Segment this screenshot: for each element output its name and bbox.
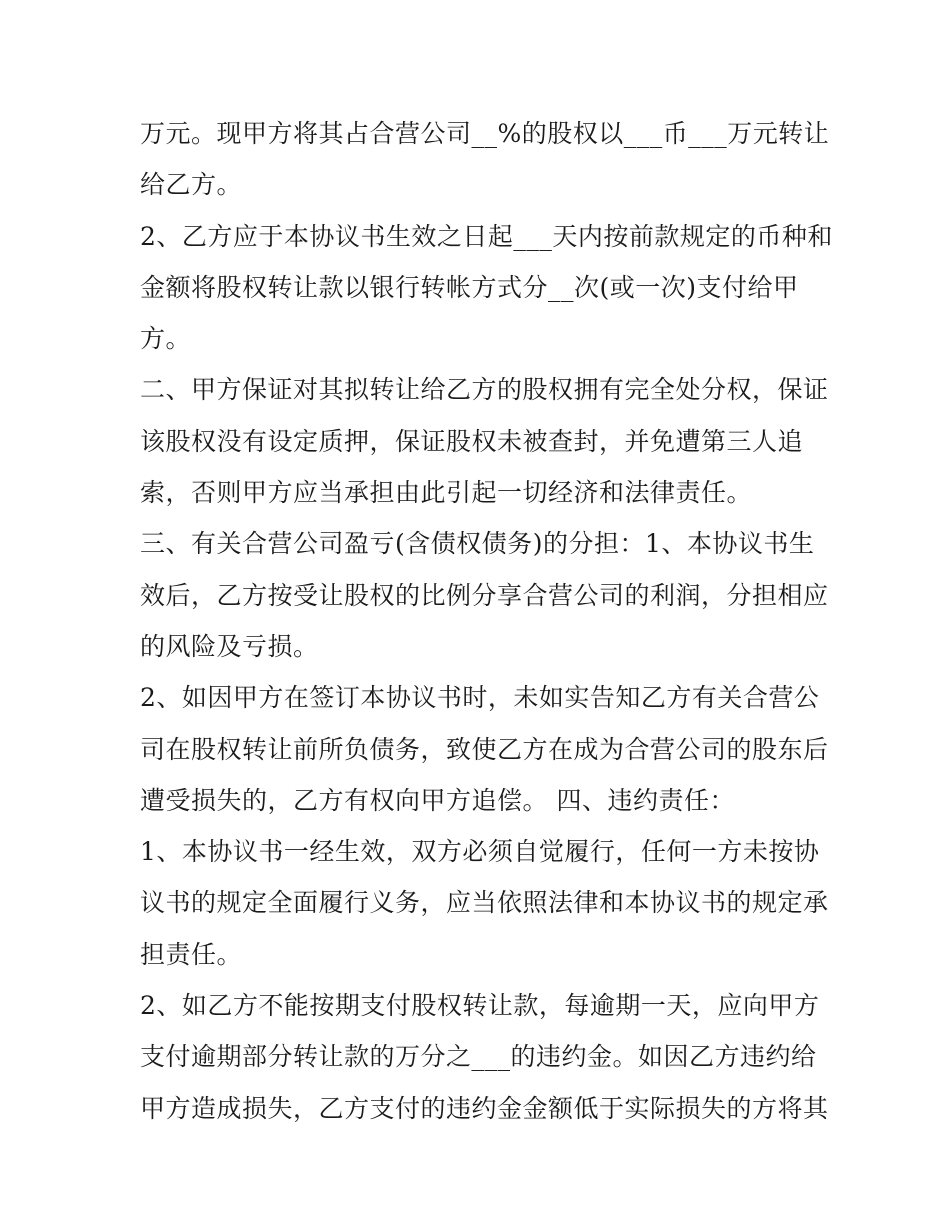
text-line-9: 三、有关合营公司盈亏(含债权债务)的分担：1、本协议书生 bbox=[140, 529, 815, 559]
text-line-3: 2、乙方应于本协议书生效之日起___天内按前款规定的币种和 bbox=[140, 221, 833, 251]
text-line-16: 议书的规定全面履行义务，应当依照法律和本协议书的规定承 bbox=[140, 888, 829, 918]
text-line-20: 甲方造成损失，乙方支付的违约金金额低于实际损失的方将其 bbox=[140, 1093, 829, 1123]
text-line-12: 2、如因甲方在签订本协议书时，未如实告知乙方有关合营公 bbox=[140, 683, 820, 713]
text-line-13: 司在股权转让前所负债务，致使乙方在成为合营公司的股东后 bbox=[140, 734, 829, 764]
text-line-14: 遭受损失的，乙方有权向甲方追偿。 四、违约责任： bbox=[140, 785, 735, 815]
text-line-2: 给乙方。 bbox=[140, 170, 243, 200]
text-line-6: 二、甲方保证对其拟转让给乙方的股权拥有完全处分权，保证 bbox=[140, 375, 829, 405]
text-line-4: 金额将股权转让款以银行转帐方式分__次(或一次)支付给甲 bbox=[140, 272, 799, 302]
text-line-8: 索，否则甲方应当承担由此引起一切经济和法律责任。 bbox=[140, 478, 753, 508]
text-line-11: 的风险及亏损。 bbox=[140, 631, 319, 661]
text-line-15: 1、本协议书一经生效，双方必须自觉履行，任何一方未按协 bbox=[140, 837, 820, 867]
text-line-17: 担责任。 bbox=[140, 939, 243, 969]
text-line-10: 效后，乙方按受让股权的比例分享合营公司的利润，分担相应 bbox=[140, 580, 829, 610]
text-line-7: 该股权没有设定质押，保证股权未被查封，并免遭第三人追 bbox=[140, 426, 804, 456]
text-line-19: 支付逾期部分转让款的万分之___的违约金。如因乙方违约给 bbox=[140, 1042, 817, 1072]
text-line-5: 方。 bbox=[140, 324, 192, 354]
text-line-18: 2、如乙方不能按期支付股权转让款，每逾期一天，应向甲方 bbox=[140, 991, 820, 1021]
document-body bbox=[140, 108, 833, 1134]
text-line-1: 万元。现甲方将其占合营公司__%的股权以___币___万元转让 bbox=[140, 119, 830, 148]
